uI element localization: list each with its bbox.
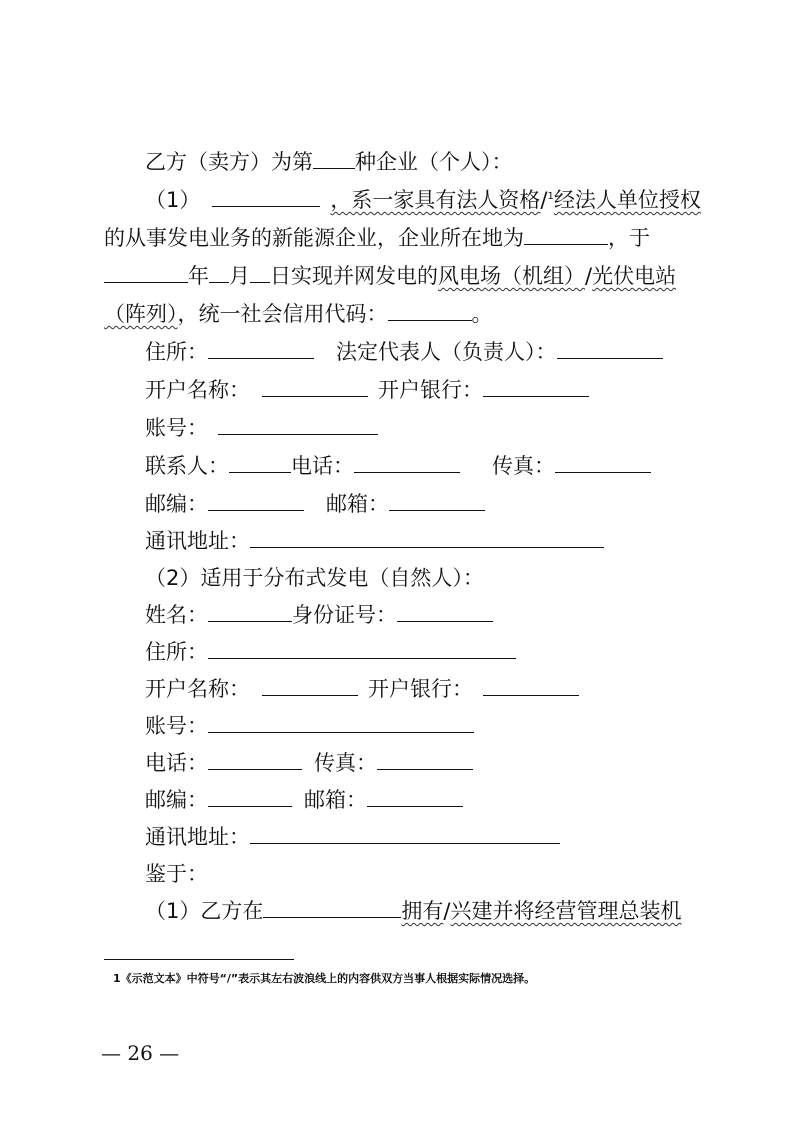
individual-phone-blank (208, 749, 302, 770)
page-number: — 26 — (101, 1041, 180, 1065)
mail-address-label: 通讯地址： (145, 529, 250, 553)
individual-account-line (145, 712, 474, 740)
solar-station-text: 光伏电站 (592, 264, 677, 288)
enterprise-type-blank (313, 148, 355, 169)
enterprise-name-blank (212, 186, 320, 207)
enterprise-line-3 (104, 262, 676, 290)
contact-label: 联系人： (145, 454, 229, 478)
whereas-label-line (145, 860, 208, 888)
address-blank (208, 338, 314, 359)
day-blank (250, 262, 270, 283)
fax-label: 传真： (492, 454, 555, 478)
individual-account-no-label: 账号： (145, 714, 208, 738)
individual-email-label: 邮箱： (304, 788, 367, 812)
account-no-blank (218, 414, 378, 435)
location-blank (263, 897, 401, 918)
individual-postcode-line (145, 786, 463, 814)
mail-address-blank (250, 527, 604, 548)
enterprise-business-text: 的从事发电业务的新能源企业，企业所在地为 (104, 226, 524, 250)
enterprise-line-2 (104, 224, 650, 252)
address-label: 住所： (145, 340, 208, 364)
own-text: 拥有 (401, 899, 444, 923)
seller-intro-text: 乙方（卖方）为第 (145, 150, 313, 174)
period: 。 (471, 302, 493, 326)
bank-label: 开户银行： (378, 378, 483, 402)
individual-postcode-blank (208, 786, 292, 807)
individual-address-label: 住所： (145, 640, 208, 664)
array-text: （阵列） (104, 302, 178, 326)
phone-label: 电话： (291, 454, 354, 478)
enterprise-contact-line (145, 452, 651, 480)
enterprise-location-blank (524, 224, 608, 245)
enterprise-mail-line (145, 527, 604, 555)
grid-connection-text: 日实现并网发电的 (270, 264, 438, 288)
month-label: 月 (229, 264, 250, 288)
name-label: 姓名： (145, 603, 208, 627)
email-blank (389, 490, 485, 511)
individual-name-line (145, 601, 493, 629)
credit-code-label: ，统一社会信用代码： (177, 302, 388, 326)
whereas-item-1 (145, 897, 681, 925)
individual-mail-address-label: 通讯地址： (145, 825, 250, 849)
individual-bank-blank (483, 675, 579, 696)
year-blank (104, 262, 188, 283)
footnote-divider (104, 959, 294, 960)
account-name-blank (262, 376, 368, 397)
individual-address-blank (208, 638, 516, 659)
individual-account-name-blank (262, 675, 358, 696)
enterprise-account-line (145, 414, 378, 442)
contact-blank (229, 452, 291, 473)
individual-heading (145, 564, 484, 592)
month-blank (209, 262, 229, 283)
credit-code-blank (388, 300, 472, 321)
individual-account-no-blank (208, 712, 474, 733)
seller-intro-tail: 种企业（个人）： (355, 150, 513, 174)
id-blank (397, 601, 493, 622)
year-label: 年 (188, 264, 209, 288)
individual-fax-blank (377, 749, 473, 770)
account-no-label: 账号： (145, 416, 208, 440)
enterprise-line-1 (145, 186, 701, 214)
legal-rep-blank (557, 338, 663, 359)
individual-heading-text: （2）适用于分布式发电（自然人）： (145, 566, 484, 590)
enterprise-line-4 (104, 300, 493, 328)
wind-farm-text: 风电场（机组） (438, 264, 585, 288)
individual-phone-label: 电话： (145, 751, 208, 775)
enterprise-bank-line (145, 376, 589, 404)
seller-intro-line (145, 148, 513, 176)
build-text: 兴建并将经营管理总装机 (450, 899, 682, 923)
postcode-label: 邮编： (145, 492, 208, 516)
separator-slash: / (443, 899, 451, 923)
enterprise-postcode-line (145, 490, 485, 518)
individual-phone-line (145, 749, 473, 777)
account-name-label: 开户名称： (145, 378, 250, 402)
whereas-label: 鉴于： (145, 862, 208, 886)
whereas-item1-start: （1）乙方在 (145, 899, 264, 923)
individual-bank-label: 开户银行： (368, 677, 473, 701)
enterprise-line2-tail: ，于 (608, 226, 650, 250)
individual-address-line (145, 638, 516, 666)
individual-bank-line (145, 675, 579, 703)
individual-mail-line (145, 823, 560, 851)
individual-account-name-label: 开户名称： (145, 677, 250, 701)
legal-person-text: ，系一家具有法人资格 (330, 188, 541, 212)
email-label: 邮箱： (326, 492, 389, 516)
individual-email-blank (367, 786, 463, 807)
fax-blank (555, 452, 651, 473)
individual-fax-label: 传真： (314, 751, 377, 775)
postcode-blank (208, 490, 304, 511)
individual-postcode-label: 邮编： (145, 788, 208, 812)
enterprise-address-line (145, 338, 663, 366)
separator-slash: / (585, 264, 593, 288)
individual-mail-address-blank (250, 823, 560, 844)
separator-slash: / (540, 188, 548, 212)
id-label: 身份证号： (292, 603, 397, 627)
phone-blank (354, 452, 460, 473)
footnote: 1《示范文本》中符号“/”表示其左右波浪线上的内容供双方当事人根据实际情况选择。 (113, 972, 536, 985)
legal-rep-label: 法定代表人（负责人）： (336, 340, 557, 364)
bank-blank (483, 376, 589, 397)
footnote-ref: 1 (547, 191, 554, 202)
enterprise-label: （1） (145, 188, 201, 212)
licensed-text: 经法人单位授权 (553, 188, 701, 212)
name-blank (208, 601, 292, 622)
